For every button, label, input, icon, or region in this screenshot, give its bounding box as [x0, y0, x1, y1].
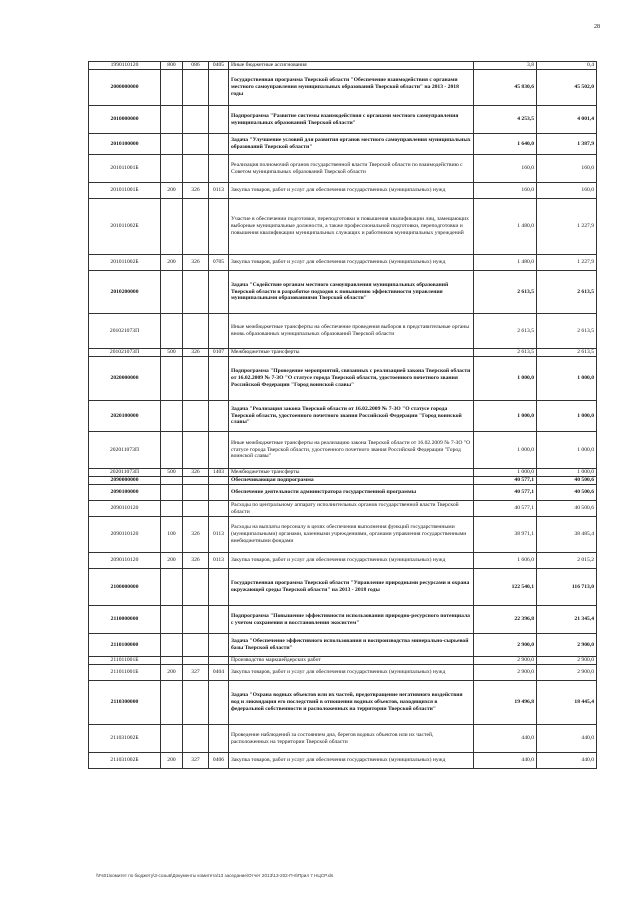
cell-v1: 1 480,0 [474, 199, 537, 255]
table-row [89, 349, 597, 357]
cell-v1: 1 480,0 [474, 255, 537, 271]
cell-s3: 0705 [209, 255, 229, 271]
cell-name: Закупка товаров, работ и услуг для обеспечения государственных (муниципальных) нужд [229, 753, 474, 769]
cell-s2 [183, 681, 209, 725]
cell-s2: 086 [183, 62, 209, 70]
cell-s3 [209, 606, 229, 634]
cell-code: 211011001Б [89, 657, 161, 665]
cell-v2: 160,0 [537, 183, 597, 199]
cell-code: 201021073П [89, 349, 161, 357]
cell-name: Государственная программа Тверской области "Обеспечение взаимодействия с органами местного самоуправления муниципальных образований Тверской области" на 2013 - 2018 годы [229, 70, 474, 106]
table-row [89, 477, 597, 485]
cell-name: Задача "Содействие органам местного самоуправления муниципальных образований Тверской области в разработке подходов к повышению эффективности управления муниципальными образованиями Тверской области" [229, 271, 474, 314]
cell-s1 [161, 501, 183, 517]
cell-s2: 326 [183, 553, 209, 569]
cell-v2: 1 000,0 [537, 432, 597, 469]
cell-s1 [161, 70, 183, 106]
cell-code: 2010200000 [89, 271, 161, 314]
cell-s3 [209, 199, 229, 255]
cell-s2 [183, 199, 209, 255]
cell-v2: 18 445,4 [537, 681, 597, 725]
cell-v1: 45 830,6 [474, 70, 537, 106]
cell-s2 [183, 501, 209, 517]
cell-v1: 2 900,0 [474, 665, 537, 681]
cell-s1 [161, 634, 183, 657]
cell-v1: 1 000,0 [474, 401, 537, 432]
cell-name: Закупка товаров, работ и услуг для обеспечения государственных (муниципальных) нужд [229, 553, 474, 569]
cell-name: Межбюджетные трансферты [229, 349, 474, 357]
cell-s3 [209, 70, 229, 106]
cell-name: Межбюджетные трансферты [229, 469, 474, 477]
cell-v2: 160,0 [537, 155, 597, 183]
cell-s1 [161, 606, 183, 634]
cell-s3 [209, 155, 229, 183]
page-number: 28 [594, 24, 600, 30]
cell-s3 [209, 477, 229, 485]
cell-code: 2110100000 [89, 634, 161, 657]
cell-v2: 1 000,0 [537, 469, 597, 477]
cell-v2: 0,4 [537, 62, 597, 70]
cell-code: 2100000000 [89, 569, 161, 606]
table-row [89, 681, 597, 725]
cell-v1: 2 613,5 [474, 314, 537, 349]
cell-name: Подпрограмма "Развитие системы взаимодействия с органами местного самоуправления муниципальных образований Тверской области" [229, 106, 474, 134]
cell-s2 [183, 657, 209, 665]
cell-s2 [183, 70, 209, 106]
cell-s2: 326 [183, 517, 209, 553]
cell-v2: 40 500,6 [537, 477, 597, 485]
cell-s3 [209, 657, 229, 665]
cell-s1: 200 [161, 753, 183, 769]
cell-code: 211011001Б [89, 665, 161, 681]
cell-s1 [161, 657, 183, 665]
cell-s3: 1403 [209, 469, 229, 477]
cell-v2: 21 345,4 [537, 606, 597, 634]
cell-name: Закупка товаров, работ и услуг для обеспечения государственных (муниципальных) нужд [229, 665, 474, 681]
cell-name: Задача "Улучшение условий для развития органов местного самоуправления муниципальных образований Тверской области" [229, 134, 474, 155]
cell-s1 [161, 271, 183, 314]
cell-v1: 2 900,0 [474, 657, 537, 665]
cell-code: 2110000000 [89, 606, 161, 634]
cell-code: 2090110120 [89, 553, 161, 569]
cell-s1 [161, 432, 183, 469]
cell-s3: 0113 [209, 517, 229, 553]
cell-s3 [209, 569, 229, 606]
table-row [89, 199, 597, 255]
table-row [89, 134, 597, 155]
cell-v2: 2 015,2 [537, 553, 597, 569]
table-row [89, 725, 597, 753]
cell-v1: 40 577,1 [474, 485, 537, 501]
cell-name: Участие в обеспечении подготовки, переподготовки и повышения квалификации лиц, замещающих выборные муниципальные должности, а также профессиональной подготовки, переподготовки и повышения квалификации муниципальных служащих и работников муниципальных учреждений [229, 199, 474, 255]
cell-code: 2000000000 [89, 70, 161, 106]
cell-v1: 1 000,0 [474, 357, 537, 401]
cell-code: 201011001Б [89, 183, 161, 199]
table-row [89, 485, 597, 501]
cell-code: 201011002Б [89, 199, 161, 255]
cell-code: 2090110120 [89, 517, 161, 553]
cell-v2: 2 613,5 [537, 349, 597, 357]
cell-s3 [209, 634, 229, 657]
table-row [89, 753, 597, 769]
cell-v2: 1 000,0 [537, 401, 597, 432]
cell-s1 [161, 199, 183, 255]
table-row [89, 70, 597, 106]
cell-code: 2110300000 [89, 681, 161, 725]
cell-s2: 326 [183, 183, 209, 199]
table-row [89, 569, 597, 606]
cell-v2: 1 227,9 [537, 255, 597, 271]
cell-s3: 0404 [209, 665, 229, 681]
table-row [89, 106, 597, 134]
table-row [89, 657, 597, 665]
cell-s1 [161, 314, 183, 349]
cell-s1 [161, 134, 183, 155]
cell-code: 202011073П [89, 469, 161, 477]
cell-name: Обеспечение деятельности администратора государственной программы [229, 485, 474, 501]
cell-code: 2090110120 [89, 501, 161, 517]
cell-v1: 122 540,1 [474, 569, 537, 606]
cell-s2: 327 [183, 753, 209, 769]
cell-v1: 1 000,0 [474, 469, 537, 477]
cell-code: 2090000000 [89, 477, 161, 485]
cell-v1: 22 396,8 [474, 606, 537, 634]
cell-s1 [161, 569, 183, 606]
cell-s1: 200 [161, 665, 183, 681]
cell-s2 [183, 401, 209, 432]
cell-v2: 1 000,0 [537, 357, 597, 401]
cell-v1: 40 577,1 [474, 477, 537, 485]
cell-s2: 326 [183, 255, 209, 271]
cell-s3: 0405 [209, 62, 229, 70]
cell-name: Закупка товаров, работ и услуг для обеспечения государственных (муниципальных) нужд [229, 255, 474, 271]
cell-s2 [183, 725, 209, 753]
cell-v2: 40 500,6 [537, 501, 597, 517]
cell-v1: 2 900,0 [474, 634, 537, 657]
table-row [89, 665, 597, 681]
cell-v1: 440,0 [474, 725, 537, 753]
cell-s1 [161, 485, 183, 501]
cell-s1 [161, 681, 183, 725]
cell-s2 [183, 314, 209, 349]
table-row [89, 469, 597, 477]
cell-name: Подпрограмма "Повышение эффективности использования природно-ресурсного потенциала с учетом сохранения и восстановления экосистем" [229, 606, 474, 634]
cell-name: Производство маркшейдерских работ [229, 657, 474, 665]
cell-s1 [161, 725, 183, 753]
cell-name: Задача "Обеспечение эффективного использования и воспроизводства минерально-сырьевой базы Тверской области" [229, 634, 474, 657]
cell-s3 [209, 725, 229, 753]
cell-s1: 200 [161, 553, 183, 569]
cell-name: Иные межбюджетные трансферты на реализацию закона Тверской области от 16.02.2009 № 7-ЗО "О статусе города Тверской области, удостоенного почетного звания Российской Федерации "Город воинской славы" [229, 432, 474, 469]
cell-v2: 4 001,4 [537, 106, 597, 134]
cell-s3 [209, 401, 229, 432]
cell-s3 [209, 357, 229, 401]
cell-v1: 1 640,0 [474, 134, 537, 155]
cell-name: Обеспечивающая подпрограмма [229, 477, 474, 485]
cell-v2: 40 500,6 [537, 485, 597, 501]
cell-v2: 45 502,0 [537, 70, 597, 106]
cell-s1: 500 [161, 469, 183, 477]
cell-name: Расходы по центральному аппарату исполнительных органов государственной власти Тверской области [229, 501, 474, 517]
cell-code: 2010000000 [89, 106, 161, 134]
table-row [89, 357, 597, 401]
cell-s3: 0406 [209, 753, 229, 769]
cell-name: Подпрограмма "Проведение мероприятий, связанных с реализацией закона Тверской области от 16.02.2009 № 7-ЗО "О статусе города Тверской области, удостоенного почетного звания Российской Федерации "Город воинской славы" [229, 357, 474, 401]
cell-s3 [209, 432, 229, 469]
table-row [89, 401, 597, 432]
cell-code: 201011001Б [89, 155, 161, 183]
cell-name: Иные бюджетные ассигнования [229, 62, 474, 70]
cell-v2: 2 900,0 [537, 634, 597, 657]
cell-v2: 2 900,0 [537, 657, 597, 665]
file-path-footer: \\Fs01\комитет по бюджету\3-созыв\Документы комитета\13 заседание\Отчет 2013\13-202-П-6\Прил 7 НЦСР.xls [96, 873, 334, 878]
cell-s2 [183, 357, 209, 401]
cell-s1 [161, 401, 183, 432]
cell-v1: 38 971,1 [474, 517, 537, 553]
cell-v2: 440,0 [537, 725, 597, 753]
cell-v1: 1 000,0 [474, 432, 537, 469]
cell-v1: 40 577,1 [474, 501, 537, 517]
cell-s2 [183, 569, 209, 606]
cell-s2 [183, 271, 209, 314]
table-row [89, 183, 597, 199]
cell-s1: 100 [161, 517, 183, 553]
cell-s3 [209, 271, 229, 314]
cell-s1 [161, 155, 183, 183]
cell-code: 201021073П [89, 314, 161, 349]
cell-v2: 1 227,9 [537, 199, 597, 255]
cell-v1: 4 253,5 [474, 106, 537, 134]
cell-code: 2090100000 [89, 485, 161, 501]
cell-s2 [183, 155, 209, 183]
cell-v1: 19 496,8 [474, 681, 537, 725]
cell-s2 [183, 134, 209, 155]
table-row [89, 155, 597, 183]
cell-s2 [183, 432, 209, 469]
cell-s3 [209, 681, 229, 725]
cell-v2: 2 613,5 [537, 271, 597, 314]
cell-s1: 200 [161, 183, 183, 199]
table-row [89, 314, 597, 349]
table-row [89, 553, 597, 569]
cell-v1: 1 606,0 [474, 553, 537, 569]
cell-code: 211031002Б [89, 725, 161, 753]
cell-s3 [209, 485, 229, 501]
cell-code: 2020000000 [89, 357, 161, 401]
cell-code: 201011002Б [89, 255, 161, 271]
cell-name: Задача "Реализация закона Тверской области от 16.02.2009 № 7-ЗО "О статусе города Тверской области, удостоенного почетного звания Российской Федерации "Город воинской славы" [229, 401, 474, 432]
cell-v1: 160,0 [474, 155, 537, 183]
cell-v1: 3,8 [474, 62, 537, 70]
cell-code: 202011073П [89, 432, 161, 469]
cell-s1: 200 [161, 255, 183, 271]
cell-name: Задача "Охрана водных объектов или их частей, предотвращение негативного воздействия вод и ликвидация его последствий в отношении водных объектов, находящихся в федеральной собственности и расположенных на территории Тверской области" [229, 681, 474, 725]
cell-v2: 440,0 [537, 753, 597, 769]
cell-s1 [161, 106, 183, 134]
table-row [89, 271, 597, 314]
cell-s2: 326 [183, 349, 209, 357]
cell-s1: 500 [161, 349, 183, 357]
cell-name: Иные межбюджетные трансферты на обеспечение проведения выборов в представительные органы вновь образованных муниципальных образований Тверской области [229, 314, 474, 349]
cell-s2: 327 [183, 665, 209, 681]
cell-s1 [161, 477, 183, 485]
cell-s3 [209, 314, 229, 349]
cell-s1: 800 [161, 62, 183, 70]
table-row [89, 432, 597, 469]
cell-s3 [209, 106, 229, 134]
cell-v1: 440,0 [474, 753, 537, 769]
cell-s3: 0113 [209, 183, 229, 199]
cell-v2: 38 485,4 [537, 517, 597, 553]
cell-v2: 2 613,5 [537, 314, 597, 349]
table-row [89, 634, 597, 657]
cell-s3: 0107 [209, 349, 229, 357]
cell-s3: 0113 [209, 553, 229, 569]
cell-name: Государственная программа Тверской области "Управление природными ресурсами и охрана окружающей среды Тверской области" на 2013 - 2018 годы [229, 569, 474, 606]
cell-code: 2020100000 [89, 401, 161, 432]
cell-s2 [183, 634, 209, 657]
cell-v2: 116 713,0 [537, 569, 597, 606]
cell-s3 [209, 134, 229, 155]
cell-s2: 326 [183, 469, 209, 477]
cell-v1: 160,0 [474, 183, 537, 199]
cell-v1: 2 613,5 [474, 271, 537, 314]
cell-s2 [183, 477, 209, 485]
cell-v2: 2 900,0 [537, 665, 597, 681]
cell-code: 1990110120 [89, 62, 161, 70]
cell-s2 [183, 106, 209, 134]
cell-s2 [183, 606, 209, 634]
cell-v1: 2 613,5 [474, 349, 537, 357]
table-row [89, 517, 597, 553]
cell-s3 [209, 501, 229, 517]
cell-code: 211031002Б [89, 753, 161, 769]
table-row [89, 255, 597, 271]
budget-table [88, 61, 597, 769]
cell-s2 [183, 485, 209, 501]
table-row [89, 501, 597, 517]
cell-s1 [161, 357, 183, 401]
table-row [89, 62, 597, 70]
cell-name: Реализация полномочий органов государственной власти Тверской области по взаимодействию с Советом муниципальных образований Тверской области [229, 155, 474, 183]
cell-name: Закупка товаров, работ и услуг для обеспечения государственных (муниципальных) нужд [229, 183, 474, 199]
cell-name: Проведение наблюдений за состоянием дна, берегов водных объектов или их частей, расположенных на территории Тверской области [229, 725, 474, 753]
cell-name: Расходы на выплаты персоналу в целях обеспечения выполнения функций государственными (муниципальными) органами, казенными учреждениями, органами управления государственными внебюджетными фондами [229, 517, 474, 553]
cell-code: 2010100000 [89, 134, 161, 155]
cell-v2: 1 387,9 [537, 134, 597, 155]
table-row [89, 606, 597, 634]
